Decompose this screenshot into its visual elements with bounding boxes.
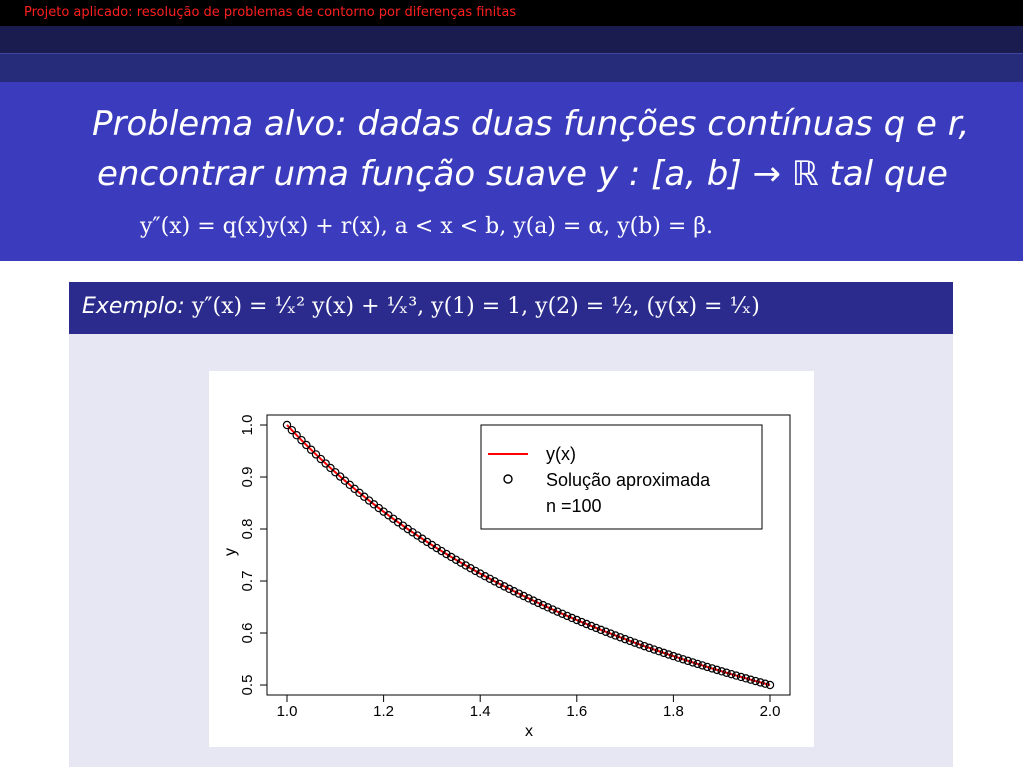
nav-band-2 [0,53,1023,82]
problem-line-2: encontrar uma função suave y : [a, b] → ℝ tal que [97,154,948,194]
solution-plot [209,371,814,747]
legend-entry-exact: y(x) [546,444,576,464]
legend-entry-approx: Solução aproximada [546,470,711,490]
plot-panel [209,371,814,747]
y-axis-label: y [222,548,239,556]
y-tick-label-0: 0.5 [239,674,256,696]
x-tick-label-2: 1.4 [469,703,491,720]
x-axis [277,695,781,720]
y-tick-label-5: 1.0 [239,414,256,436]
legend [481,425,762,529]
x-tick-label-5: 2.0 [759,703,781,720]
y-axis [239,415,267,696]
y-tick-label-2: 0.7 [239,570,256,592]
x-tick-label-3: 1.6 [566,703,588,720]
x-tick-label-4: 1.8 [662,703,684,720]
problem-statement-box [0,82,1023,261]
legend-entry-n: n =100 [546,496,602,516]
example-header [69,282,953,334]
top-bar [0,0,1023,26]
example-label: Exemplo: [82,294,185,319]
example-equation: y″(x) = ¹⁄ₓ² y(x) + ¹⁄ₓ³, y(1) = 1, y(2) = ½, (y(x) = ¹⁄ₓ) [191,294,760,319]
y-tick-label-4: 0.9 [239,466,256,488]
x-tick-label-0: 1.0 [276,703,298,720]
problem-line-1: Problema alvo: dadas duas funções contínuas q e r, [92,104,970,144]
problem-equation: y″(x) = q(x)y(x) + r(x), a < x < b, y(a) = α, y(b) = β. [140,214,714,239]
y-tick-label-1: 0.6 [239,622,256,644]
y-tick-label-3: 0.8 [239,518,256,540]
nav-band-1 [0,26,1023,53]
x-tick-label-1: 1.2 [373,703,395,720]
example-line [82,294,760,319]
x-axis-label: x [525,723,533,740]
running-title: Projeto aplicado: resolução de problemas de contorno por diferenças finitas [24,5,517,20]
